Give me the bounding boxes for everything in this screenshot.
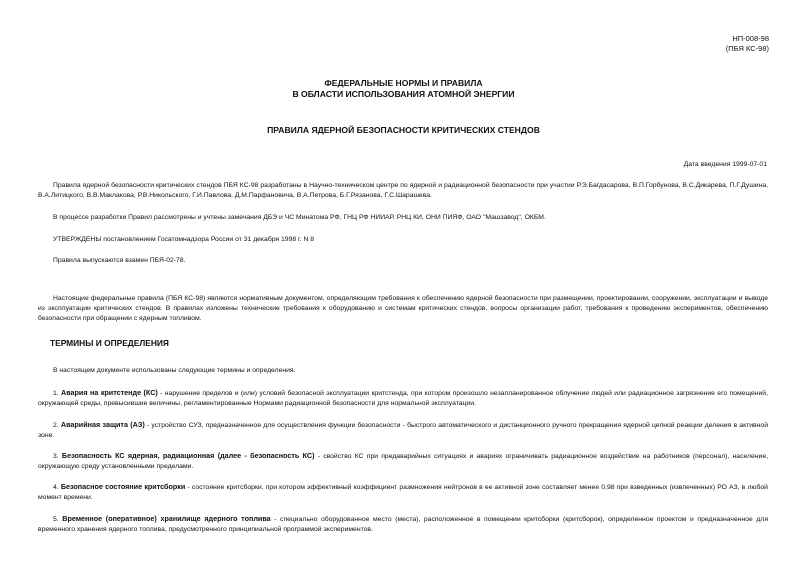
intro-approval-paragraph: УТВЕРЖДЕНЫ постановлением Госатомнадзора России от 31 декабря 1998 г. N 8 [53,236,315,243]
definition-text: - нарушение пределов и (или) условий безопасной эксплуатации критстенда, при котором произошло незапланированное облучение людей или радиационное загрязнение его помещений, окружающей среды, превысившие величины, регламентированные Нормами радиационной безопасности для нормальной эксплуатации. [38,390,768,407]
definition-number: 5. [53,516,59,523]
definition-term: Авария на критстенде (КС) [61,388,158,397]
intro-authors-paragraph: Правила ядерной безопасности критических стендов ПБЯ КС-98 разработаны в Научно-техническом центре по ядерной и радиационной безопасности при участии Р.Э.Багдасарова, В.П.Горбунова, В.С.Дикарева, П.Г.Душина, В.А.Литицкого, В.В.Маклакова, Р.В.Никольского, Г.И.Павлова, Д.М.Парфановича, В.А.Петрова, Б.Г.Рязанова, Г.С.Шарашева. [38,182,768,199]
document-subtitle: ПРАВИЛА ЯДЕРНОЙ БЕЗОПАСНОСТИ КРИТИЧЕСКИХ СТЕНДОВ [267,125,540,135]
definition-number: 1. [53,390,59,397]
definition-number: 2. [53,422,59,429]
doc-code-main: НП-008-98 [732,34,769,43]
definition-text: - устройство СУЗ, предназначенное для осуществления функции безопасности - быстрого автоматического и дистанционного ручного прекращения ядерной цепной реакции деления в активной зоне. [38,422,768,439]
effective-date: Дата введения 1999-07-01 [683,161,767,168]
intro-replacement-paragraph: Правила выпускаются взамен ПБЯ-02-78. [53,257,186,264]
definition-number: 3. [53,453,59,460]
definition-term: Безопасность КС ядерная, радиационная (далее - безопасность КС) [61,451,315,460]
intro-review-paragraph: В процессе разработки Правил рассмотрены и учтены замечания ДБЭ и ЧС Минатома РФ, ГНЦ РФ НИИАР, РНЦ КИ, ОНИ ПИЯФ, ОАО "Машзавод", ОКБМ. [53,214,546,221]
definition-item [38,482,768,503]
definition-term: Безопасное состояние критсборки [60,482,186,491]
main-title [0,78,807,100]
definition-term: Аварийная защита (АЗ) [60,420,145,429]
doc-code-alt: (ПБЯ КС-98) [725,44,769,53]
section-heading: ТЕРМИНЫ И ОПРЕДЕЛЕНИЯ [50,338,169,348]
main-title-line-1: ФЕДЕРАЛЬНЫЕ НОРМЫ И ПРАВИЛА [324,78,483,88]
document-code [726,34,769,54]
definition-text: - свойство КС при предаварийных ситуациях и авариях ограничивать радиационное воздействие на работников (персонал), население, окружающую среду установленными пределами. [38,453,768,470]
definition-number: 4. [53,484,59,491]
definition-text: - специально оборудованное место (места), расположенное в помещении критсборки (критсборок), определенное проектом и предназначенное для временного хранения ядерного топлива, предусмотренного принципиальной программой экспериментов. [38,516,768,533]
main-title-line-2: В ОБЛАСТИ ИСПОЛЬЗОВАНИЯ АТОМНОЙ ЭНЕРГИИ [292,89,515,99]
definition-item [38,388,768,409]
section-lead-paragraph: В настоящем документе использованы следующие термины и определения. [53,367,296,374]
intro-purpose-paragraph: Настоящие федеральные правила (ПБЯ КС-98) являются нормативным документом, определяющим требования к обеспечению ядерной безопасности при размещении, проектировании, сооружении, эксплуатации и выводе из эксплуатации критических стендов. В правилах изложены технические требования к оборудованию и системам критических стендов, вопросы организации работ, требования к проведению экспериментов, обеспечению безопасности при обращении с ядерным топливом. [38,295,768,322]
definition-text: - состояние критсборки, при котором эффективный коэффициент размножения нейтронов в ее активной зоне составляет менее 0,98 при взведенных (извлеченных) РО АЗ, в любой момент времени. [38,484,768,501]
definition-item [38,514,768,535]
definition-item [38,451,768,472]
definition-term: Временное (оперативное) хранилище ядерного топлива [62,514,271,523]
definition-item [38,420,768,441]
